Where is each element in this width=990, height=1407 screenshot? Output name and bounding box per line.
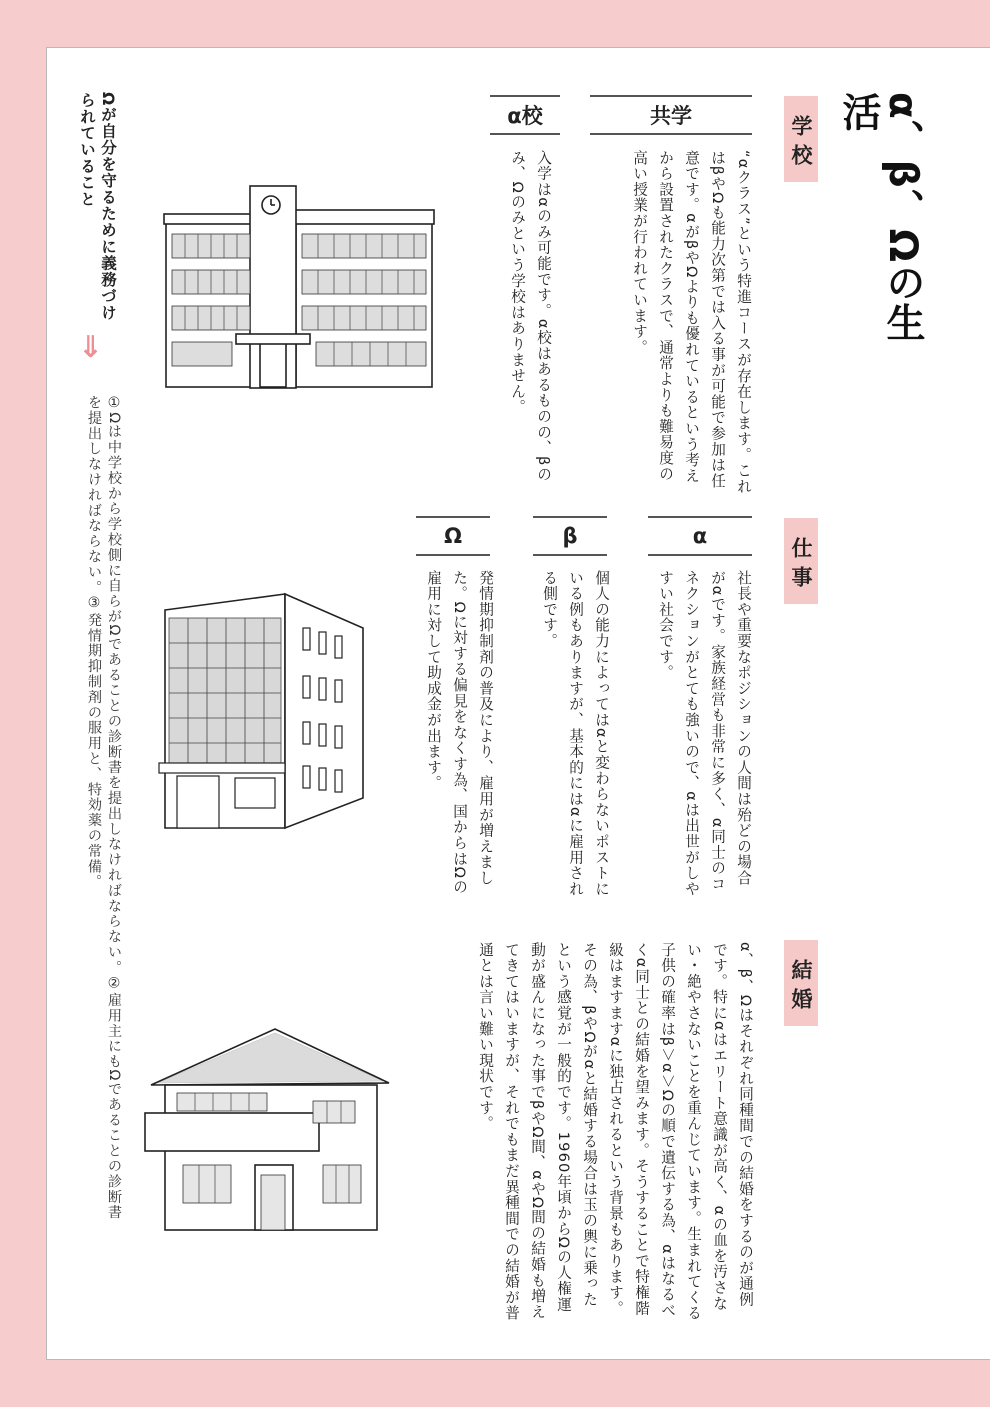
section-tag-school: 学校 (784, 96, 818, 182)
marriage-text: α、β、Ωはそれぞれ同種間での結婚をするのが通例です。特にαはエリート意識が高く、αの血を汚さない・絶やさないことを重んじています。生まれてくる子供の確率はβ＞α＞Ωの順で遺伝する為、αはなるべくα同士との結婚を望みます。そうすることで特権階級はますますαに独占されるという背景もあります。その為、βやΩがαと結婚する場合は玉の輿に乗ったという感覚が一般的です。1960年頃からΩの人権運動が盛んになった事でβやΩ間、αやΩ間の結婚も増えてきてはいますが、それでもまだ異種間での結婚が普通とは言い難い現状です。 (477, 942, 754, 1322)
column-header-omega: Ω (416, 516, 490, 556)
down-arrow-icon: ⇓ (78, 330, 104, 365)
column-header-alpha: α (648, 516, 752, 556)
section-tag-marriage: 結婚 (784, 940, 818, 1026)
column-text-alpha: 社長や重要なポジションの人間は殆どの場合がαです。家族経営も非常に多く、α同士のコネクションがとても強いので、αは出世がしやすい社会です。 (657, 570, 752, 897)
column-header-alpha-school: α校 (490, 95, 560, 135)
column-text-beta: 個人の能力によってはαと変わらないポストにいる例もありますが、基本的にはαに雇用される側です。 (541, 570, 610, 897)
column-header-beta: β (533, 516, 607, 556)
column-text-alpha-school: 入学はαのみ可能です。α校はあるものの、βのみ、Ωのみという学校はありません。 (509, 150, 552, 483)
column-text-omega: 発情期抑制剤の普及により、雇用が増えました。Ωに対する偏見をなくす為、国からはΩの雇用に対して助成金が出ます。 (425, 570, 494, 895)
section-tag-work: 仕事 (784, 518, 818, 604)
office-building-icon (155, 588, 370, 833)
page-title: α、β、Ωの生活 (836, 92, 925, 343)
house-icon (143, 1025, 398, 1235)
school-building-icon (158, 180, 458, 395)
sidebar-heading: Ωが自分を守るために義務づけられていること (78, 92, 117, 321)
column-header-coed: 共学 (590, 95, 752, 135)
column-text-coed: “αクラス”という特進コースが存在します。これはβやΩも能力次第では入る事が可能で参加は任意です。αがβやΩよりも優れているという考えから設置されたクラスで、通常よりも難易度の高い授業が行われています。 (631, 150, 752, 495)
sidebar-text: ①Ωは中学校から学校側に自らがΩであることの診断書を提出しなければならない。②雇用主にもΩであることの診断書を提出しなければならない。③発情期抑制剤の服用と、特効薬の常備。 (86, 395, 122, 1221)
